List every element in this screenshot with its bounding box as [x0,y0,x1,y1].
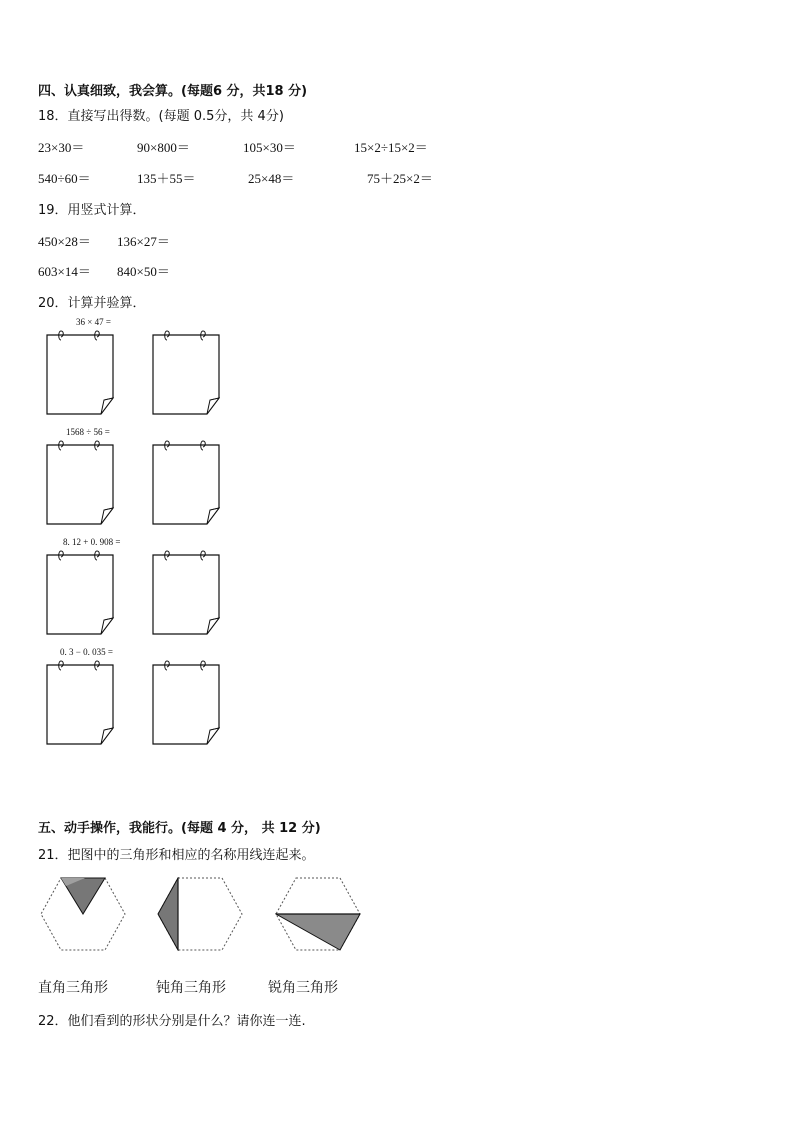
q20-problem: 1568 ÷ 56 = [66,427,110,437]
section4-title: 四、认真细致，我会算。(每题6 分，共18 分) [38,84,308,99]
q18-item: 540÷60＝ [38,171,91,186]
q19-item: 840×50＝ [117,264,170,279]
q20-problem: 0. 3 − 0. 035 = [60,647,113,657]
q19-item: 136×27＝ [117,234,170,249]
triangle-name: 锐角三角形 [268,980,338,996]
triangle-name: 直角三角形 [38,980,108,996]
hexagon-triangle-figure [40,877,126,951]
q20-problem: 36 × 47 = [76,317,111,327]
calc-paper [46,438,114,518]
q21-title: 21．把图中的三角形和相应的名称用线连起来。 [38,848,315,863]
q18-item: 135＋55＝ [137,171,196,186]
q18-item: 90×800＝ [137,140,190,155]
q18-item: 15×2÷15×2＝ [354,140,428,155]
q18-item: 105×30＝ [243,140,296,155]
q19-title: 19．用竖式计算． [38,203,146,218]
calc-paper [46,548,114,628]
q19-item: 603×14＝ [38,264,91,279]
check-paper [152,328,220,408]
q18-item: 25×48＝ [248,171,295,186]
calc-paper [46,658,114,738]
section5-title: 五、动手操作，我能行。(每题 4 分， 共 12 分) [38,821,321,836]
q20-problem: 8. 12 + 0. 908 = [63,537,121,547]
q18-item: 75＋25×2＝ [367,171,433,186]
hexagon-triangle-figure [157,877,243,951]
q18-title: 18．直接写出得数。(每题 0.5分，共 4分) [38,109,284,124]
q20-title: 20．计算并验算． [38,296,146,311]
q22-title: 22．他们看到的形状分别是什么？请你连一连. [38,1014,306,1029]
check-paper [152,658,220,738]
check-paper [152,438,220,518]
calc-paper [46,328,114,408]
check-paper [152,548,220,628]
q19-item: 450×28＝ [38,234,91,249]
hexagon-triangle-figure [275,877,361,951]
q18-item: 23×30＝ [38,140,85,155]
triangle-name: 钝角三角形 [156,980,226,996]
